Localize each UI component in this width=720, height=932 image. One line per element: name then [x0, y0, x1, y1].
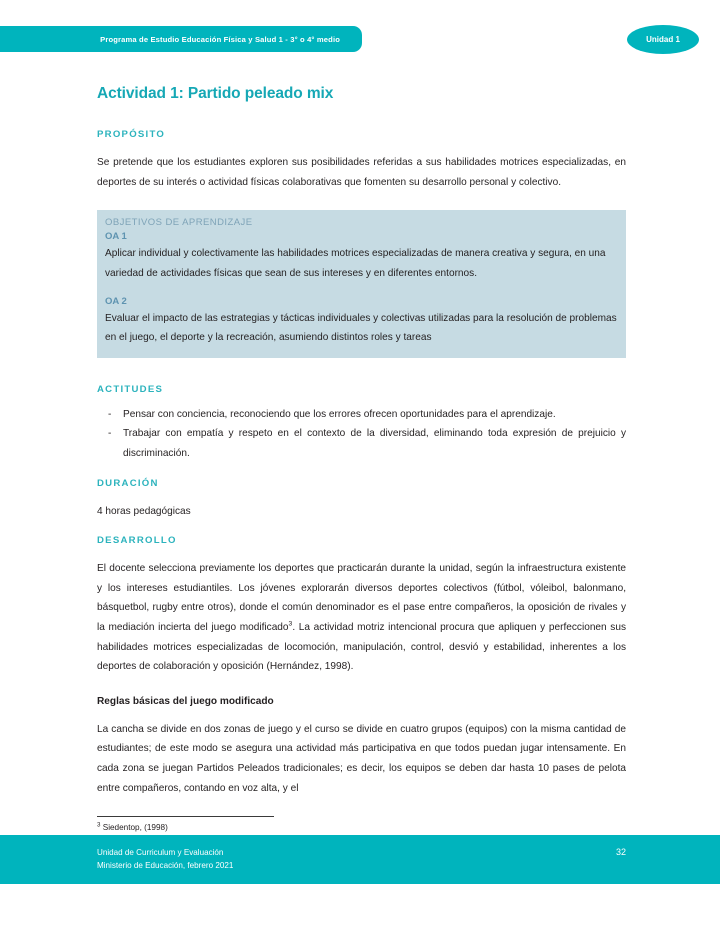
page-content [97, 0, 626, 834]
footnote-number: 3 [97, 821, 101, 829]
footnote-reference-marker: 3 [288, 620, 293, 628]
oa-code-1: OA 1 [105, 231, 127, 243]
objetivos-aprendizaje-box [97, 210, 626, 358]
section-heading-proposito: PROPÓSITO [97, 129, 166, 140]
dash-bullet-icon: - [108, 408, 112, 420]
section-heading-actitudes: ACTITUDES [97, 383, 164, 395]
oa-box-title: OBJETIVOS DE APRENDIZAJE [105, 217, 253, 229]
proposito-paragraph: Se pretende que los estudiantes exploren sus posibilidades referidas a sus habilidades motrices especializadas, en deportes de su interés o actividad físicas colaborativas que fomenten su desarrollo personal y colectivo. [97, 157, 626, 188]
actitudes-list [97, 405, 626, 464]
desarrollo-text-part-1: El docente selecciona previamente los deportes que practicarán durante la unidad, según la infraestructura existente y los intereses estudiantiles. Los jóvenes explorarán diversos deportes colectivos (fútbol, vóleibol, balonmano, básquetbol, rugby entre otros), donde el común denominador es el pase entre compañeros, la oposición de rivales y la mediación incierta del juego modificado [97, 563, 626, 633]
footnote-citation-text: Siedentop, (1998) [100, 823, 168, 833]
program-title-text: Programa de Estudio Educación Física y Salud 1 - 3° o 4° medio [100, 34, 340, 44]
list-item [108, 405, 626, 425]
list-item [108, 424, 626, 463]
section-heading-desarrollo: DESARROLLO [97, 535, 177, 547]
oa-text-1: Aplicar individual y colectivamente las habilidades motrices especializadas de manera creativa y segura, en una variedad de actividades físicas que sean de sus intereses y en diferentes entornos. [105, 248, 606, 279]
unit-badge-label: Unidad 1 [646, 35, 680, 44]
rules-subheading: Reglas básicas del juego modificado [97, 695, 274, 707]
footnote-separator-rule [97, 816, 274, 817]
footnote-entry [97, 822, 626, 834]
footer-line-2: Ministerio de Educación, febrero 2021 [97, 860, 234, 870]
footer-line-1: Unidad de Curriculum y Evaluación [97, 848, 224, 857]
footnote-area [97, 816, 626, 834]
list-item-label: Pensar con conciencia, reconociendo que los errores ofrecen oportunidades para el aprendizaje. [123, 408, 556, 420]
footer-institution [97, 847, 233, 872]
page-number: 32 [615, 847, 626, 857]
desarrollo-paragraph [97, 559, 626, 677]
section-heading-duracion: DURACIÓN [97, 477, 159, 489]
oa-code-2: OA 2 [105, 296, 127, 307]
duracion-value: 4 horas pedagógicas [97, 505, 191, 517]
footer-content [97, 847, 626, 872]
list-item-label: Trabajar con empatía y respeto en el contexto de la diversidad, eliminando toda expresión de prejuicio y discriminación. [123, 428, 626, 459]
page-title: Actividad 1: Partido peleado mix [97, 85, 334, 102]
oa-text-2: Evaluar el impacto de las estrategias y tácticas individuales y colectivas utilizadas para la resolución de problemas en el juego, el deporte y la recreación, asumiendo distintos roles y tareas [105, 313, 617, 344]
rules-paragraph: La cancha se divide en dos zonas de juego y el curso se divide en cuatro grupos (equipos) con la misma cantidad de estudiantes; de este modo se asegura una actividad más participativa en que todos puedan jugar intensamente. En cada zona se juegan Partidos Peleados tradicionales; es decir, los equipos se deben dar hasta 10 pases de pelota entre compañeros, contando en voz alta, y el [97, 723, 626, 794]
unit-badge [627, 25, 699, 54]
desarrollo-text-part-2: . La actividad motriz intencional procura que apliquen y perfeccionen sus habilidades motrices especializadas de locomoción, manipulación, control, desvió y estabilidad, inherentes a los deportes de colaboración y oposición (Hernández, 1998). [97, 621, 626, 673]
page-footer [0, 835, 720, 884]
dash-bullet-icon: - [108, 428, 112, 440]
